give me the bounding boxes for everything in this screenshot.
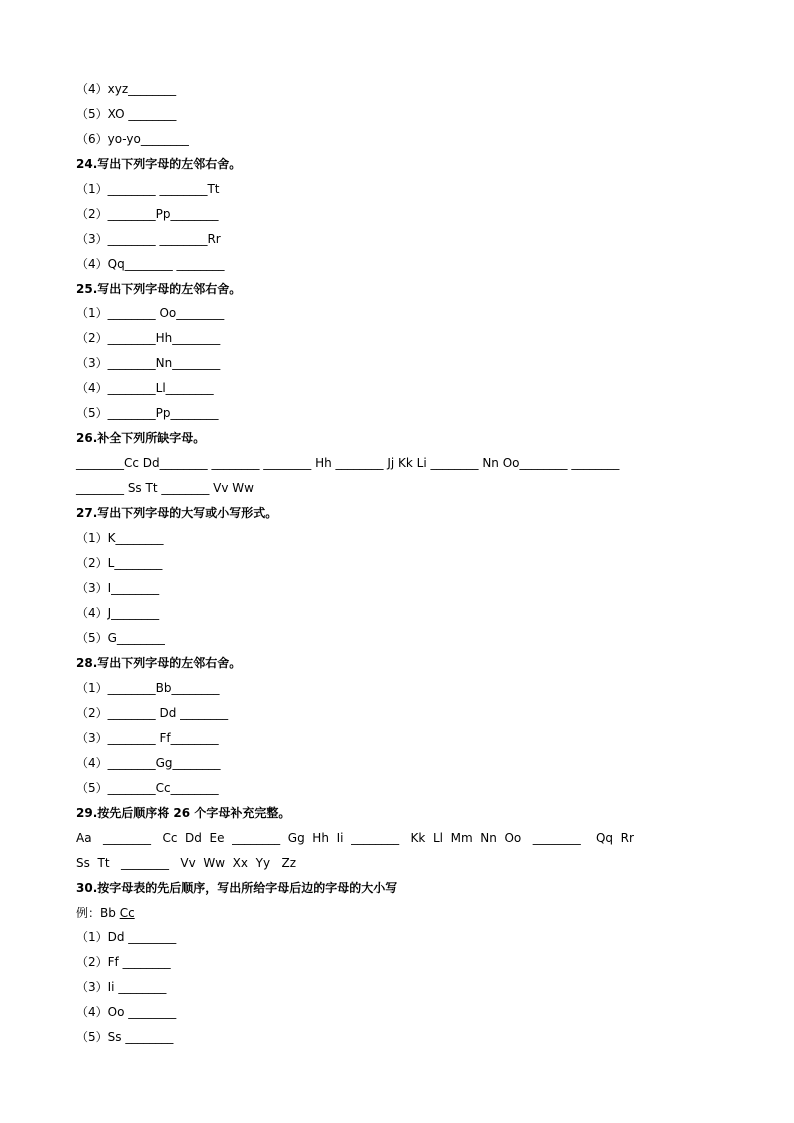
q29-row-2: Ss Tt ________ Vv Ww Xx Yy Zz — [76, 856, 297, 870]
q28-heading: 28.写出下列字母的左邻右舍。 — [76, 656, 242, 670]
q30-example-label: 例：Bb — [76, 906, 116, 920]
q25-item-4: （4）________Ll________ — [76, 381, 214, 395]
q30-item-5: （5）Ss ________ — [76, 1030, 174, 1044]
q27-item-3: （3）I________ — [76, 581, 160, 595]
q25-heading: 25.写出下列字母的左邻右舍。 — [76, 282, 242, 296]
q27-item-2: （2）L________ — [76, 556, 163, 570]
q25-item-3: （3）________Nn________ — [76, 356, 221, 370]
q26-row-1: ________Cc Dd________ ________ ________ Hh ________ Jj Kk Li ________ Nn Oo________ ________ — [76, 456, 620, 470]
q30-item-4: （4）Oo ________ — [76, 1005, 177, 1019]
q23-item-5: （5）XO ________ — [76, 107, 177, 121]
q28-item-4: （4）________Gg________ — [76, 756, 221, 770]
q24-item-2: （2）________Pp________ — [76, 207, 219, 221]
q30-item-3: （3）Ii ________ — [76, 980, 167, 994]
q27-item-1: （1）K________ — [76, 531, 164, 545]
q27-heading: 27.写出下列字母的大写或小写形式。 — [76, 506, 278, 520]
q28-item-1: （1）________Bb________ — [76, 681, 220, 695]
q30-example-answer: Cc — [119, 906, 135, 920]
q30-item-1: （1）Dd ________ — [76, 930, 177, 944]
q25-item-5: （5）________Pp________ — [76, 406, 219, 420]
q27-item-4: （4）J________ — [76, 606, 160, 620]
q29-row-1: Aa ________ Cc Dd Ee ________ Gg Hh Ii ________ Kk Ll Mm Nn Oo ________ Qq Rr — [76, 831, 634, 845]
q29-heading: 29.按先后顺序将 26 个字母补充完整。 — [76, 806, 291, 820]
q30-item-2: （2）Ff ________ — [76, 955, 171, 969]
q24-item-3: （3）________ ________Rr — [76, 232, 221, 246]
q24-heading: 24.写出下列字母的左邻右舍。 — [76, 157, 242, 171]
q25-item-2: （2）________Hh________ — [76, 331, 221, 345]
q24-item-4: （4）Qq________ ________ — [76, 257, 225, 271]
q30-example — [76, 904, 135, 922]
q24-item-1: （1）________ ________Tt — [76, 182, 220, 196]
q26-heading: 26.补全下列所缺字母。 — [76, 431, 206, 445]
q28-item-5: （5）________Cc________ — [76, 781, 219, 795]
q23-item-4: （4）xyz________ — [76, 82, 177, 96]
q27-item-5: （5）G________ — [76, 631, 165, 645]
q26-row-2: ________ Ss Tt ________ Vv Ww — [76, 481, 254, 495]
q25-item-1: （1）________ Oo________ — [76, 306, 225, 320]
q28-item-3: （3）________ Ff________ — [76, 731, 219, 745]
q23-item-6: （6）yo-yo________ — [76, 132, 189, 146]
q28-item-2: （2）________ Dd ________ — [76, 706, 229, 720]
q30-heading: 30.按字母表的先后顺序，写出所给字母后边的字母的大小写 — [76, 881, 398, 895]
